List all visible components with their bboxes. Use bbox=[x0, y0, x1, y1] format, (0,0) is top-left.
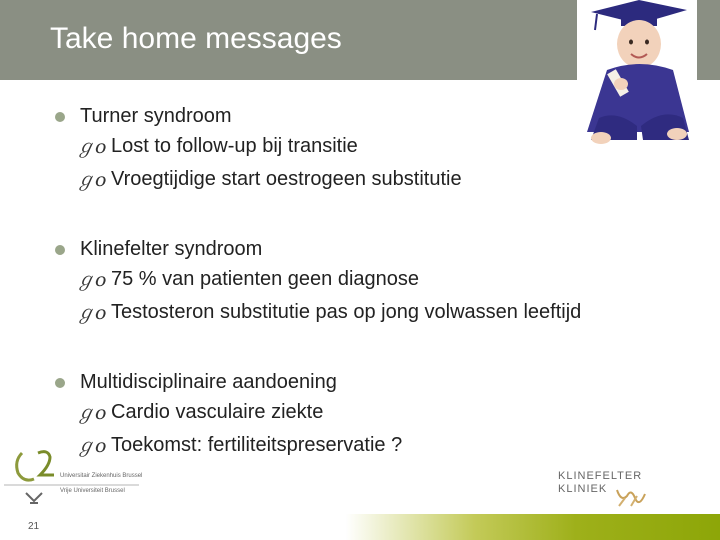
sub-bullet-marker-icon: ℊo bbox=[76, 169, 107, 191]
sub-bullet-marker-icon: ℊo bbox=[76, 435, 107, 457]
sub-bullet-text: Vroegtijdige start oestrogeen substitutie bbox=[111, 168, 462, 190]
uz-logo-line2: Vrije Universiteit Brussel bbox=[60, 488, 125, 494]
bullet-dot-icon bbox=[55, 112, 65, 122]
baby-illustration bbox=[577, 0, 697, 154]
graduate-baby-photo bbox=[577, 0, 697, 154]
sub-bullet-marker-icon: ℊo bbox=[76, 402, 107, 424]
klinefelter-kliniek-logo bbox=[557, 468, 649, 510]
sub-bullet-marker-icon: ℊo bbox=[76, 269, 107, 291]
sub-bullet-text: Cardio vasculaire ziekte bbox=[111, 401, 324, 423]
uz-logo-graphic bbox=[4, 445, 144, 515]
page-number: 21 bbox=[28, 521, 40, 532]
sub-bullet-text: Testosteron substitutie pas op jong volwassen leeftijd bbox=[111, 301, 582, 323]
uz-logo-line1: Universitair Ziekenhuis Brussel bbox=[60, 473, 143, 479]
sub-bullet-marker-icon: ℊo bbox=[76, 302, 107, 324]
slide-title: Take home messages bbox=[50, 22, 342, 55]
sub-bullet-text: Lost to follow-up bij transitie bbox=[111, 135, 358, 157]
bullet-label: Turner syndroom bbox=[80, 105, 232, 127]
bullet-dot-icon bbox=[55, 378, 65, 388]
bullet-label: Klinefelter syndroom bbox=[80, 238, 263, 260]
bullet-dot-icon bbox=[55, 245, 65, 255]
kliniek-logo-line2: KLINIEK bbox=[558, 483, 608, 495]
bottom-accent-band bbox=[0, 514, 720, 540]
sub-bullet-marker-icon: ℊo bbox=[76, 136, 107, 158]
sub-bullet-text: 75 % van patienten geen diagnose bbox=[111, 268, 420, 290]
sub-bullet-text: Toekomst: fertiliteitspreservatie ? bbox=[111, 434, 403, 456]
uz-brussel-logo bbox=[4, 445, 144, 515]
kliniek-logo-graphic bbox=[557, 468, 649, 510]
kliniek-logo-line1: KLINEFELTER bbox=[558, 470, 643, 482]
bullet-label: Multidisciplinaire aandoening bbox=[80, 371, 337, 393]
